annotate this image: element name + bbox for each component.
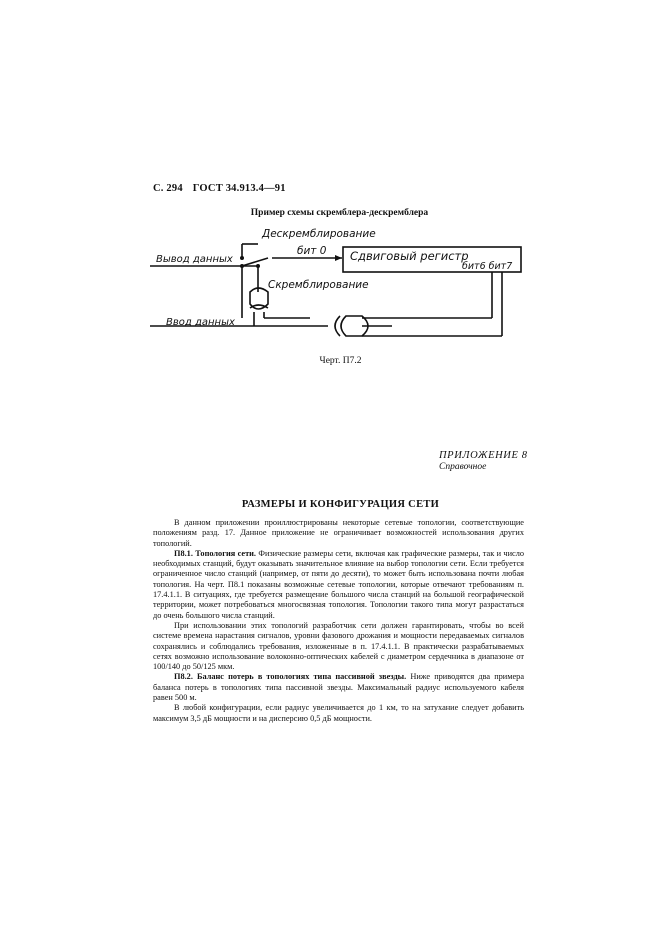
paragraph-radius: В любой конфигурации, если радиус увеличивается до 1 км, то на затухание следует добавить максимум 3,5 дБ мощности и на дисперсию 0,5 дБ мощности. [153,703,524,723]
page-header [153,183,286,194]
label-scrambling: Скремблирование [268,279,369,291]
label-bit6-bit7: бит6 бит7 [462,261,513,272]
figure-caption: Черт. П7.2 [319,356,362,366]
body-text [153,518,524,724]
label-data-in-text: Ввод данных [166,317,235,328]
label-descrambling: Дескремблирование [262,228,376,240]
standard-number: ГОСТ 34.913.4—91 [192,183,286,194]
heading-topology: П8.1. Топология сети. [174,548,257,558]
heading-loss-budget: П8.2. Баланс потерь в топологиях типа пассивной звезды. [174,672,407,682]
paragraph-requirements: При использовании этих топологий разработчик сети должен гарантировать, чтобы во всей системе времена нарастания сигналов, уровни фазового дрожания и мощности передаваемых сигналов сохранялись и соблюдались требования, изложенные в п. 17.4.1.1. В практически разрабатываемых сетях возможно использование волоконно-оптических кабелей с диаметром сердечника в диапазоне от 100/140 до 50/125 мкм. [153,620,524,672]
paragraph-intro: В данном приложении проиллюстрированы некоторые сетевые топологии, соответствующие положениям разд. 17. Данное приложение не ограничивает возможностей использования других топологий. [153,518,524,548]
paragraph-loss-budget-text: Ниже приводятся два примера баланса потерь в топологиях типа пассивной звезды. Максимальный радиус используемого кабеля равен 500 м. [153,672,525,703]
figure-title: Пример схемы скремблера-дескремблера [250,208,429,218]
label-data-in [166,317,235,328]
label-data-out [156,254,233,265]
paragraph-topology [153,549,524,621]
paragraph-loss-budget [153,672,524,703]
label-bit0: бит 0 [297,245,327,257]
label-data-out-text: Вывод данных [156,254,233,265]
appendix-type: Справочное [439,462,487,472]
label-shift-register: Сдвиговый регистр [350,249,469,263]
page-number: С. 294 [153,183,183,194]
paragraph-topology-text: Физические размеры сети, включая как графические размеры, так и число необходимых станций, будут оказывать значительное влияние на выбор топологии сети. Если требуется ограниченное число станций (например, от пяти до десяти), то может быть использована почти любая топология. На черт. П8.1 показаны возможные сетевые топологии, которые отвечают требованиям п. 17.4.1.1. В ситуациях, где требуется размещение большого числа станций на большой географической территории, может потребоваться многосвязная топология. Топологии такого типа могут разрастаться до очень большого числа станций. [153,548,524,620]
appendix-number: ПРИЛОЖЕНИЕ 8 [439,450,528,461]
scrambler-diagram [150,222,530,350]
section-title: РАЗМЕРЫ И КОНФИГУРАЦИЯ СЕТИ [241,499,440,510]
